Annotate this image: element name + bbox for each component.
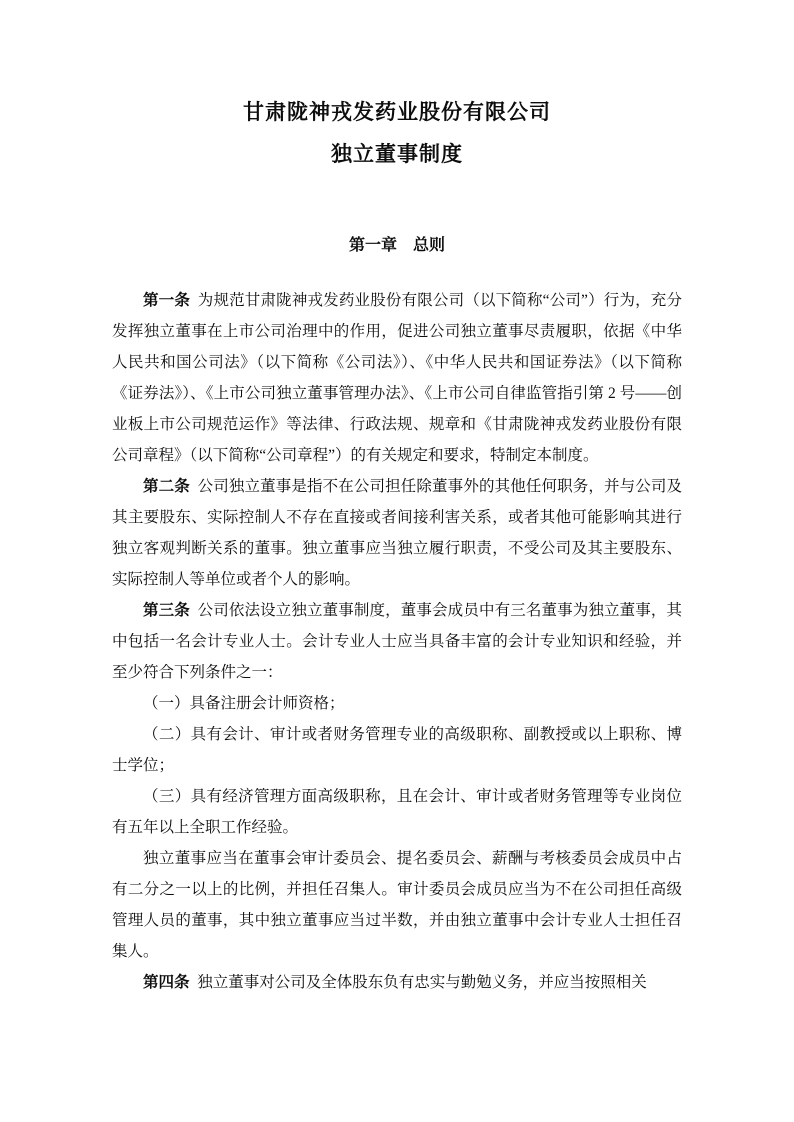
article-text: 为规范甘肃陇神戎发药业股份有限公司（以下简称“公司”）行为，充分发挥独立董事在上市公司治理中的作用，促进公司独立董事尽责履职，依据《中华人民共和国公司法》（以下简称《公司法》）、《中华人民共和国证券法》（以下简称《证券法》）、《上市公司独立董事管理办法》、《上市公司自律监管指引第 2 号——创业板上市公司规范运作》等法律、行政法规、规章和《甘肃陇神戎发药业股份有限公司章程》（以下简称“公司章程”）的有关规定和要求，特制定本制度。 xyxy=(112,292,682,464)
list-item-1 xyxy=(112,688,682,719)
article-paragraph-3 xyxy=(112,595,682,688)
article-text: （一）具备注册会计师资格； xyxy=(143,695,345,712)
article-paragraph-2 xyxy=(112,471,682,595)
article-text: 公司独立董事是指不在公司担任除董事外的其他任何职务，并与公司及其主要股东、实际控制人不存在直接或者间接利害关系，或者其他可能影响其进行独立客观判断关系的董事。独立董事应当独立履行职责，不受公司及其主要股东、实际控制人等单位或者个人的影响。 xyxy=(112,478,682,588)
article-paragraph-5 xyxy=(112,967,682,998)
article-text: 独立董事应当在董事会审计委员会、提名委员会、薪酬与考核委员会成员中占有二分之一以上的比例，并担任召集人。审计委员会成员应当为不在公司担任高级管理人员的董事，其中独立董事应当过半数，并由独立董事中会计专业人士担任召集人。 xyxy=(112,850,682,960)
chapter-heading: 第一章 总则 xyxy=(348,237,445,254)
article-number: 第二条 xyxy=(143,478,190,495)
list-item-2 xyxy=(112,719,682,781)
list-item-3 xyxy=(112,781,682,843)
article-number: 第三条 xyxy=(143,602,190,619)
article-paragraph-1 xyxy=(112,285,682,471)
company-title: 甘肃陇神戎发药业股份有限公司 xyxy=(243,100,551,124)
article-text: 公司依法设立独立董事制度，董事会成员中有三名董事为独立董事，其中包括一名会计专业人士。会计专业人士应当具备丰富的会计专业知识和经验，并至少符合下列条件之一： xyxy=(112,602,682,681)
article-text: （三）具有经济管理方面高级职称，且在会计、审计或者财务管理等专业岗位有五年以上全职工作经验。 xyxy=(112,788,682,836)
document-body xyxy=(112,285,682,998)
article-number: 第一条 xyxy=(143,292,191,309)
article-text: 独立董事对公司及全体股东负有忠实与勤勉义务，并应当按照相关 xyxy=(197,974,647,991)
article-number: 第四条 xyxy=(143,974,190,991)
document-title: 独立董事制度 xyxy=(331,142,463,166)
article-paragraph-4 xyxy=(112,843,682,967)
article-text: （二）具有会计、审计或者财务管理专业的高级职称、副教授或以上职称、博士学位； xyxy=(112,726,682,774)
